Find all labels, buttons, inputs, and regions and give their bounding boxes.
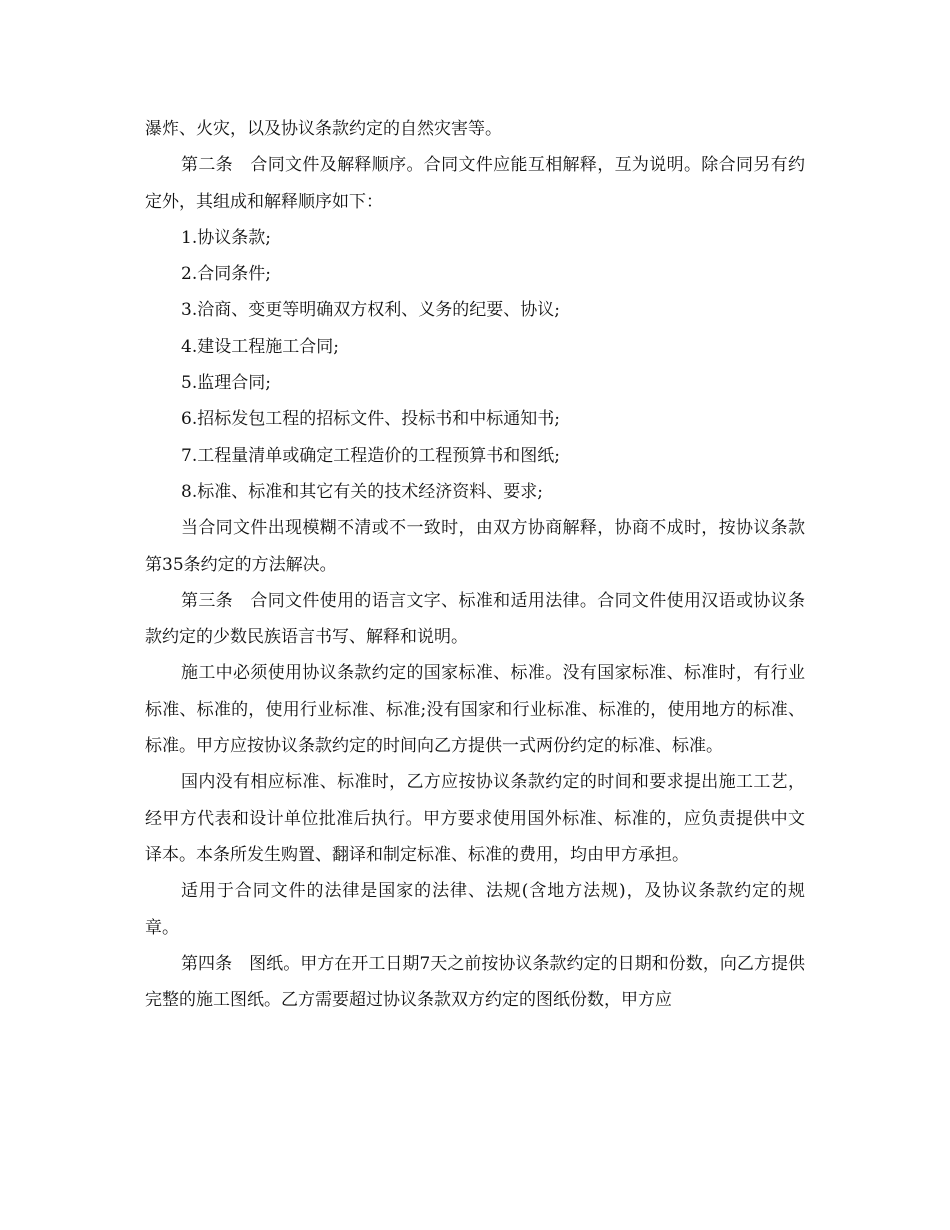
list-item-2: 2.合同条件; xyxy=(181,264,271,285)
article-4-paragraph: 第四条 图纸。甲方在开工日期7天之前按协议条款约定的日期和份数，向乙方提供完整的施工图纸。乙方需要超过协议条款双方约定的图纸份数，甲方应 xyxy=(145,953,805,1011)
document-body xyxy=(145,111,805,1018)
article-2-paragraph: 第二条 合同文件及解释顺序。合同文件应能互相解释，互为说明。除合同另有约定外，其组成和解释顺序如下： xyxy=(145,155,805,212)
article-3-paragraph: 第三条 合同文件使用的语言文字、标准和适用法律。合同文件使用汉语或协议条款约定的少数民族语言书写、解释和说明。 xyxy=(145,590,805,648)
standards-paragraph: 施工中必须使用协议条款约定的国家标准、标准。没有国家标准、标准时，有行业标准、标准的，使用行业标准、标准;没有国家和行业标准、标准的，使用地方的标准、标准。甲方应按协议条款约定的时间向乙方提供一式两份约定的标准、标准。 xyxy=(145,663,805,757)
list-item-8: 8.标准、标准和其它有关的技术经济资料、要求; xyxy=(181,481,543,502)
list-item-5: 5.监理合同; xyxy=(181,373,271,394)
list-item-6: 6.招标发包工程的招标文件、投标书和中标通知书; xyxy=(181,409,560,430)
foreign-standards-paragraph: 国内没有相应标准、标准时，乙方应按协议条款约定的时间和要求提出施工工艺，经甲方代表和设计单位批准后执行。甲方要求使用国外标准、标准的，应负责提供中文译本。本条所发生购置、翻译和制定标准、标准的费用，均由甲方承担。 xyxy=(145,772,805,865)
paragraph-1: 瀑炸、火灾，以及协议条款约定的自然灾害等。 xyxy=(145,119,502,139)
list-item-4: 4.建设工程施工合同; xyxy=(181,336,339,357)
list-item-1: 1.协议条款; xyxy=(181,227,271,248)
conflict-resolution-paragraph: 当合同文件出现模糊不清或不一致时，由双方协商解释，协商不成时，按协议条款第35条约定的方法解决。 xyxy=(145,518,805,575)
list-item-7: 7.工程量清单或确定工程造价的工程预算书和图纸; xyxy=(181,445,560,466)
applicable-law-paragraph: 适用于合同文件的法律是国家的法律、法规(含地方法规)，及协议条款约定的规章。 xyxy=(145,881,805,938)
list-item-3: 3.洽商、变更等明确双方权利、义务的纪要、协议; xyxy=(181,300,560,321)
